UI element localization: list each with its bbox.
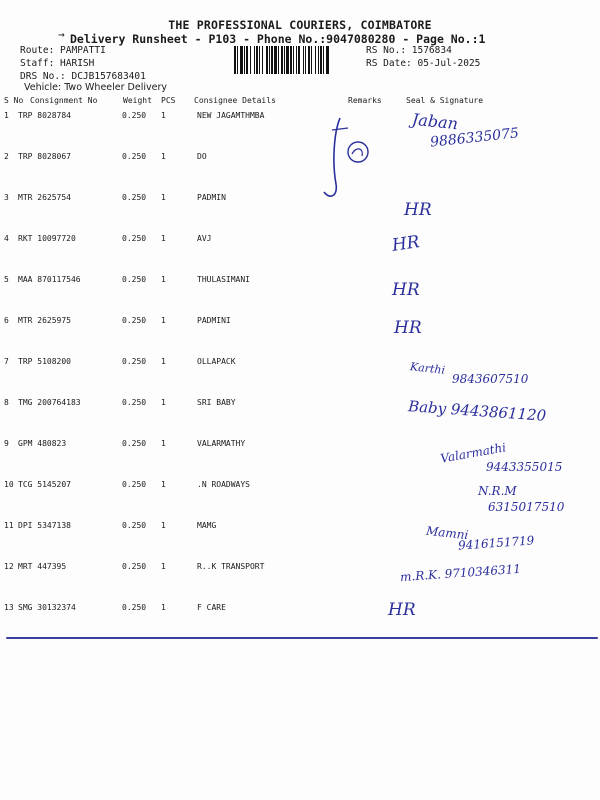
- cell-pcs: 1: [161, 398, 166, 407]
- cell-consignment: MRT 447395: [18, 562, 67, 571]
- cell-sno: 2: [4, 152, 9, 161]
- cell-pcs: 1: [161, 275, 166, 284]
- rs-date: RS Date: 05-Jul-2025: [366, 58, 481, 69]
- drs-number: DRS No.: DCJB157683401: [20, 71, 146, 82]
- col-consignee: Consignee Details: [194, 96, 276, 105]
- runsheet-title: Delivery Runsheet - P103 - Phone No.:9047080280 - Page No.:1: [70, 32, 486, 46]
- signature-row9-name: Valarmathi: [439, 440, 508, 466]
- staff-label: Staff: HARISH: [20, 58, 95, 69]
- barcode: [234, 46, 362, 74]
- vehicle-label: Vehicle: Two Wheeler Delivery: [24, 82, 167, 93]
- cell-pcs: 1: [161, 152, 166, 161]
- signature-row5: HR: [392, 280, 420, 300]
- signature-row12: m.R.K. 9710346311: [399, 561, 522, 585]
- cell-sno: 3: [4, 193, 9, 202]
- cell-sno: 9: [4, 439, 9, 448]
- cell-pcs: 1: [161, 480, 166, 489]
- col-weight: Weight: [123, 96, 152, 105]
- cell-consignment: SMG 30132374: [18, 603, 76, 612]
- cell-weight: 0.250: [122, 398, 147, 407]
- cell-weight: 0.250: [122, 316, 147, 325]
- cell-pcs: 1: [161, 357, 166, 366]
- cell-pcs: 1: [161, 521, 166, 530]
- signature-row11-phone: 9416151719: [457, 533, 535, 553]
- cell-sno: 1: [4, 111, 9, 120]
- cell-pcs: 1: [161, 603, 166, 612]
- cell-weight: 0.250: [122, 603, 147, 612]
- cell-sno: 4: [4, 234, 9, 243]
- cell-sno: 6: [4, 316, 9, 325]
- cell-consignment: TRP 8028067: [18, 152, 71, 161]
- signature-row10-phone: 6315017510: [488, 500, 565, 514]
- cell-sno: 7: [4, 357, 9, 366]
- route-label: Route: PAMPATTI: [20, 45, 106, 56]
- col-remarks: Remarks: [348, 96, 382, 105]
- cell-consignment: TMG 200764183: [18, 398, 81, 407]
- cell-consignment: MAA 870117546: [18, 275, 81, 284]
- cell-consignee: PADMIN: [197, 193, 226, 202]
- cell-pcs: 1: [161, 193, 166, 202]
- cell-weight: 0.250: [122, 111, 147, 120]
- col-sno: S No: [4, 96, 24, 105]
- signature-row13: HR: [388, 600, 416, 620]
- cell-consignee: F CARE: [197, 603, 226, 612]
- cell-weight: 0.250: [122, 439, 147, 448]
- cell-sno: 10: [4, 480, 14, 489]
- cell-pcs: 1: [161, 316, 166, 325]
- cell-consignee: R..K TRANSPORT: [197, 562, 265, 571]
- signature-row9-phone: 9443355015: [486, 460, 563, 474]
- cell-consignee: NEW JAGAMTHMBA: [197, 111, 265, 120]
- cell-consignment: MTR 2625754: [18, 193, 71, 202]
- cell-pcs: 1: [161, 562, 166, 571]
- cell-weight: 0.250: [122, 275, 147, 284]
- cell-pcs: 1: [161, 439, 166, 448]
- cell-pcs: 1: [161, 111, 166, 120]
- cell-consignment: RKT 10097720: [18, 234, 76, 243]
- rs-number: RS No.: 1576834: [366, 45, 452, 56]
- cell-weight: 0.250: [122, 357, 147, 366]
- signature-row7-name: Karthi: [409, 360, 446, 377]
- cell-weight: 0.250: [122, 193, 147, 202]
- cell-consignment: TRP 8028784: [18, 111, 71, 120]
- cell-consignment: MTR 2625975: [18, 316, 71, 325]
- cell-consignee: AVJ: [197, 234, 212, 243]
- signature-row1-name: Jaban: [411, 109, 459, 134]
- signature-row11-name: Mamni: [425, 523, 470, 543]
- cell-sno: 8: [4, 398, 9, 407]
- cell-weight: 0.250: [122, 521, 147, 530]
- cell-consignee: THULASIMANI: [197, 275, 250, 284]
- cell-sno: 5: [4, 275, 9, 284]
- cell-consignee: SRI BABY: [197, 398, 236, 407]
- cell-consignment: GPM 480823: [18, 439, 67, 448]
- cell-consignee: PADMINI: [197, 316, 231, 325]
- cell-sno: 12: [4, 562, 14, 571]
- company-name: THE PROFESSIONAL COURIERS, COIMBATORE: [168, 18, 432, 32]
- cell-consignee: MAMG: [197, 521, 217, 530]
- cell-consignee: DO: [197, 152, 207, 161]
- cell-weight: 0.250: [122, 562, 147, 571]
- signature-row8: Baby 9443861120: [407, 397, 547, 425]
- signature-row7-phone: 9843607510: [452, 372, 529, 386]
- cell-weight: 0.250: [122, 480, 147, 489]
- cell-consignee: OLLAPACK: [197, 357, 236, 366]
- cell-sno: 13: [4, 603, 14, 612]
- cell-pcs: 1: [161, 234, 166, 243]
- arrow-icon: →: [58, 28, 65, 41]
- cell-consignment: TRP 5108200: [18, 357, 71, 366]
- signature-row1-phone: 9886335075: [429, 125, 520, 151]
- col-consignment: Consignment No: [30, 96, 98, 105]
- signature-row3: HR: [404, 200, 432, 220]
- cell-consignment: TCG 5145207: [18, 480, 71, 489]
- signature-row10-name: N.R.M: [478, 484, 517, 498]
- cell-consignee: .N ROADWAYS: [197, 480, 250, 489]
- cell-weight: 0.250: [122, 152, 147, 161]
- col-signature: Seal & Signature: [406, 96, 484, 105]
- cell-consignment: DPI 5347138: [18, 521, 71, 530]
- handwritten-remark-mark: [310, 112, 380, 204]
- cell-sno: 11: [4, 521, 14, 530]
- col-pcs: PCS: [161, 96, 176, 105]
- signature-row4: HR: [390, 232, 421, 256]
- footer-rule: [6, 637, 598, 639]
- signature-row6: HR: [394, 318, 422, 338]
- cell-consignee: VALARMATHY: [197, 439, 246, 448]
- cell-weight: 0.250: [122, 234, 147, 243]
